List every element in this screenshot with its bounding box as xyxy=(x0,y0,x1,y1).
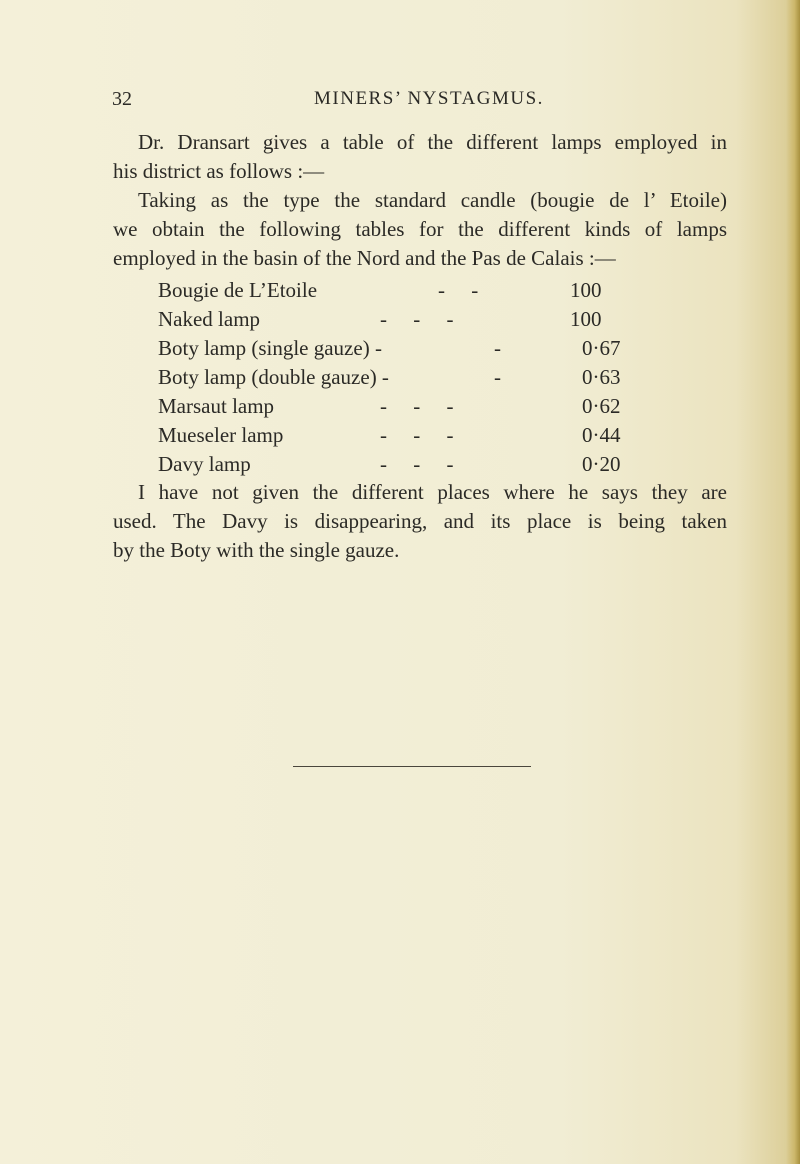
text-line: employed in the basin of the Nord and the Pas de Calais :— xyxy=(113,246,616,270)
lamp-value: 0·20 xyxy=(582,452,621,476)
lamp-table xyxy=(158,276,658,479)
closing-paragraph xyxy=(113,478,727,565)
text-line: by the Boty with the single gauze. xyxy=(113,538,400,562)
lamp-value: 0·63 xyxy=(582,365,621,389)
lamp-name: Davy lamp xyxy=(158,452,251,476)
text-line: Taking as the type the standard candle (bougie de l’ Etoile) xyxy=(138,188,727,212)
text-line: we obtain the following tables for the different kinds of lamps xyxy=(113,217,727,241)
setup-paragraph xyxy=(113,186,727,273)
lamp-name: Boty lamp (single gauze) - xyxy=(158,336,382,360)
leader-dashes: - - - xyxy=(380,307,454,331)
table-row xyxy=(158,334,658,363)
lamp-value: 0·44 xyxy=(582,423,621,447)
table-row xyxy=(158,363,658,392)
table-row xyxy=(158,276,658,305)
leader-dashes: - - - xyxy=(380,394,454,418)
page-number: 32 xyxy=(112,88,132,110)
lamp-value: 0·67 xyxy=(582,336,621,360)
text-line: used. The Davy is disappearing, and its place is being taken xyxy=(113,509,727,533)
text-line: Dr. Dransart gives a table of the different lamps employed in xyxy=(138,130,727,154)
leader-dashes: - - - xyxy=(380,452,454,476)
lamp-value: 100 xyxy=(570,278,602,302)
text-line: I have not given the different places where he says they are xyxy=(138,480,727,504)
table-row xyxy=(158,450,658,479)
text-line: his district as follows :— xyxy=(113,159,325,183)
lamp-name: Naked lamp xyxy=(158,307,261,331)
table-row xyxy=(158,421,658,450)
running-head xyxy=(112,88,712,112)
lamp-value: 0·62 xyxy=(582,394,621,418)
leader-dashes: - - - xyxy=(380,423,454,447)
lamp-name: Marsaut lamp xyxy=(158,394,275,418)
lamp-name: Mueseler lamp xyxy=(158,423,284,447)
table-row xyxy=(158,392,658,421)
lamp-name: Bougie de L’Etoile xyxy=(158,278,318,302)
leader-dashes: - - xyxy=(438,278,479,302)
section-divider xyxy=(293,766,531,767)
lamp-name: Boty lamp (double gauze) - xyxy=(158,365,389,389)
page-edge-shadow xyxy=(786,0,800,1164)
table-row xyxy=(158,305,658,334)
lamp-value: 100 xyxy=(570,307,602,331)
leader-dashes: - xyxy=(494,365,501,389)
running-title: MINERS’ NYSTAGMUS. xyxy=(314,88,544,109)
intro-paragraph xyxy=(113,128,727,186)
leader-dashes: - xyxy=(494,336,501,360)
